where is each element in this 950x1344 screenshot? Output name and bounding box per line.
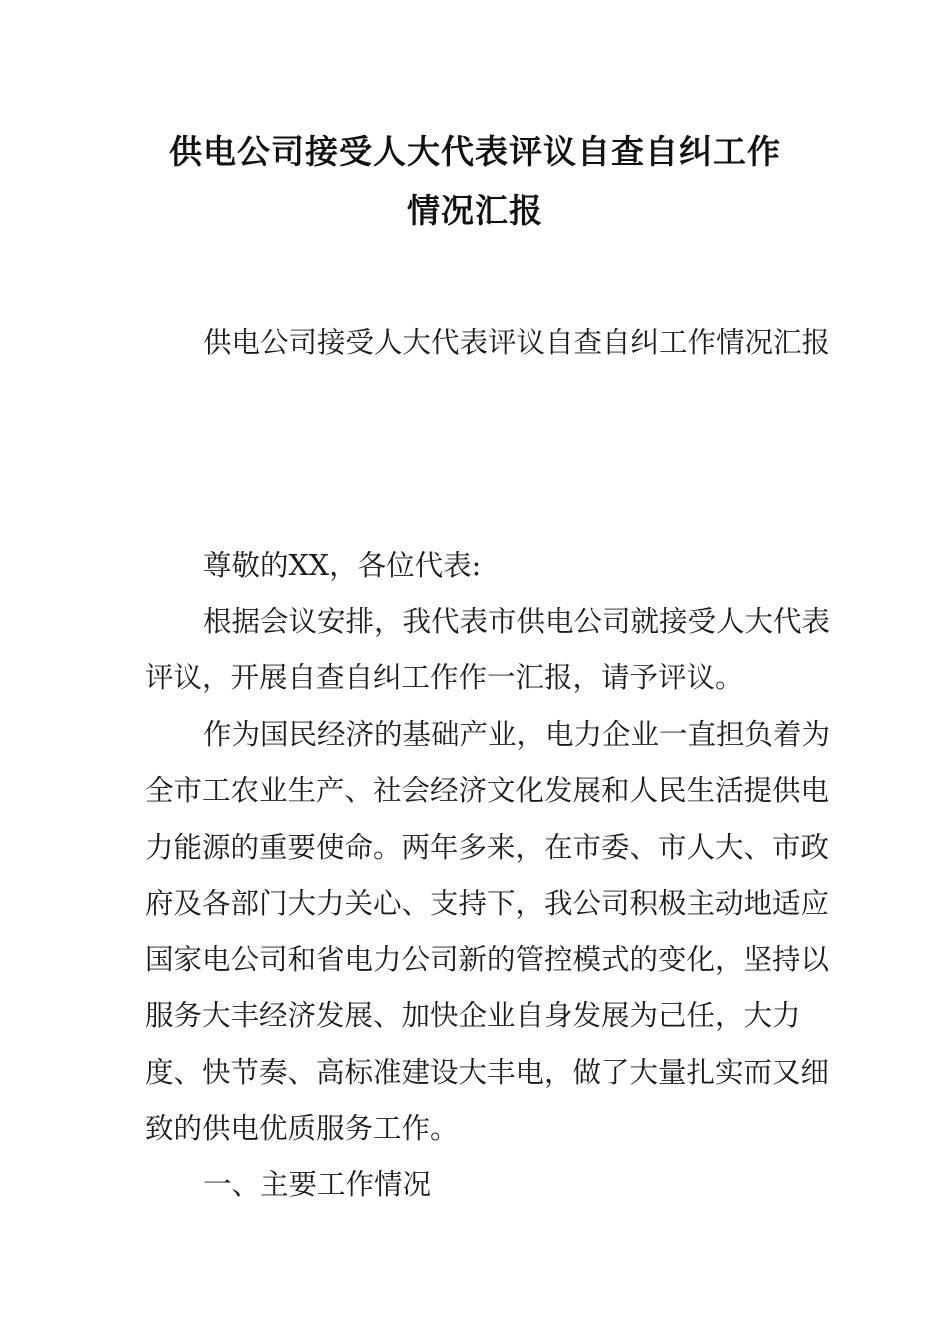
document-title-line-2: 情况汇报	[407, 191, 543, 230]
greeting-paragraph: 尊敬的XX，各位代表:	[203, 549, 482, 582]
context-paragraph: 作为国民经济的基础产业，电力企业一直担负着为全市工农业生产、社会经济文化发展和人民生活提供电力能源的重要使命。两年多来，在市委、市人大、市政府及各部门大力关心、支持下，我公司积极主动地适应国家电公司和省电力公司新的管控模式的变化，坚持以服务大丰经济发展、加快企业自身发展为己任，大力度、快节奏、高标准建设大丰电，做了大量扎实而又细致的供电优质服务工作。	[145, 718, 831, 1146]
document-subtitle: 供电公司接受人大代表评议自查自纠工作情况汇报	[203, 326, 831, 359]
intro-paragraph: 根据会议安排，我代表市供电公司就接受人大代表评议，开展自查自纠工作作一汇报，请予评议。	[145, 605, 831, 695]
document-title-line-1: 供电公司接受人大代表评议自查自纠工作	[169, 132, 781, 171]
section-heading: 一、主要工作情况	[203, 1168, 432, 1201]
